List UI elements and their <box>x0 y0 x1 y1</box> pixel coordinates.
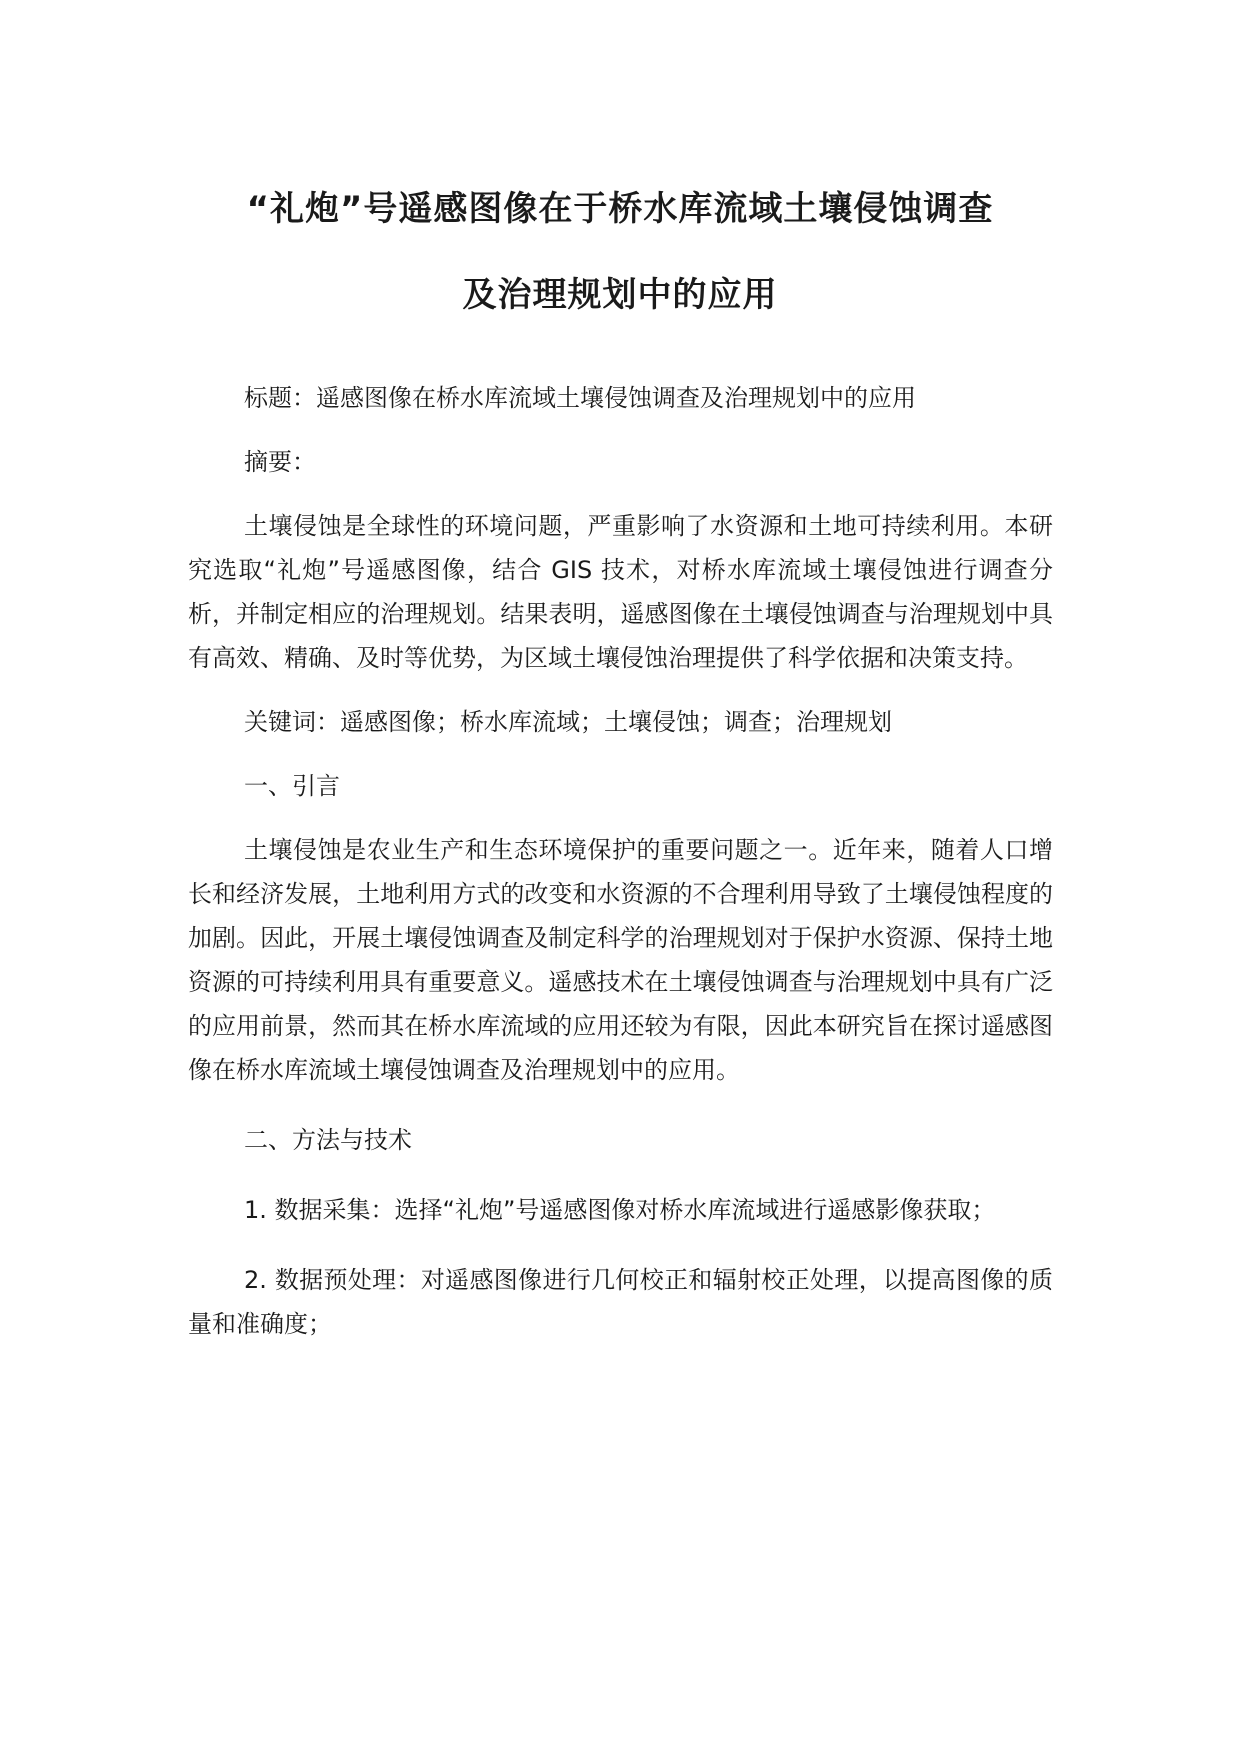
abstract-paragraph: 土壤侵蚀是全球性的环境问题，严重影响了水资源和土地可持续利用。本研究选取“礼炮”号遥感图像，结合 GIS 技术，对桥水库流域土壤侵蚀进行调查分析，并制定相应的治理规划。结果表明，遥感图像在土壤侵蚀调查与治理规划中具有高效、精确、及时等优势，为区域土壤侵蚀治理提供了科学依据和决策支持。 <box>188 512 1053 672</box>
keywords-paragraph: 关键词：遥感图像；桥水库流域；土壤侵蚀；调查；治理规划 <box>244 708 892 736</box>
document-body <box>188 376 1053 1346</box>
abstract-label: 摘要： <box>244 448 316 476</box>
title-line-2: 及治理规划中的应用 <box>462 275 778 315</box>
section-1-paragraph: 土壤侵蚀是农业生产和生态环境保护的重要问题之一。近年来，随着人口增长和经济发展，土地利用方式的改变和水资源的不合理利用导致了土壤侵蚀程度的加剧。因此，开展土壤侵蚀调查及制定科学的治理规划对于保护水资源、保持土地资源的可持续利用具有重要意义。遥感技术在土壤侵蚀调查与治理规划中具有广泛的应用前景，然而其在桥水库流域的应用还较为有限，因此本研究旨在探讨遥感图像在桥水库流域土壤侵蚀调查及治理规划中的应用。 <box>188 836 1053 1084</box>
section-1-heading: 一、引言 <box>244 772 340 800</box>
document-title <box>186 166 1054 338</box>
method-item-2: 2. 数据预处理：对遥感图像进行几何校正和辐射校正处理，以提高图像的质量和准确度； <box>188 1266 1053 1338</box>
section-2-heading: 二、方法与技术 <box>244 1126 412 1154</box>
title-line-1: “礼炮”号遥感图像在于桥水库流域土壤侵蚀调查 <box>246 189 994 229</box>
method-item-1: 1. 数据采集：选择“礼炮”号遥感图像对桥水库流域进行遥感影像获取； <box>244 1196 996 1224</box>
title-label-paragraph: 标题：遥感图像在桥水库流域土壤侵蚀调查及治理规划中的应用 <box>244 384 916 412</box>
